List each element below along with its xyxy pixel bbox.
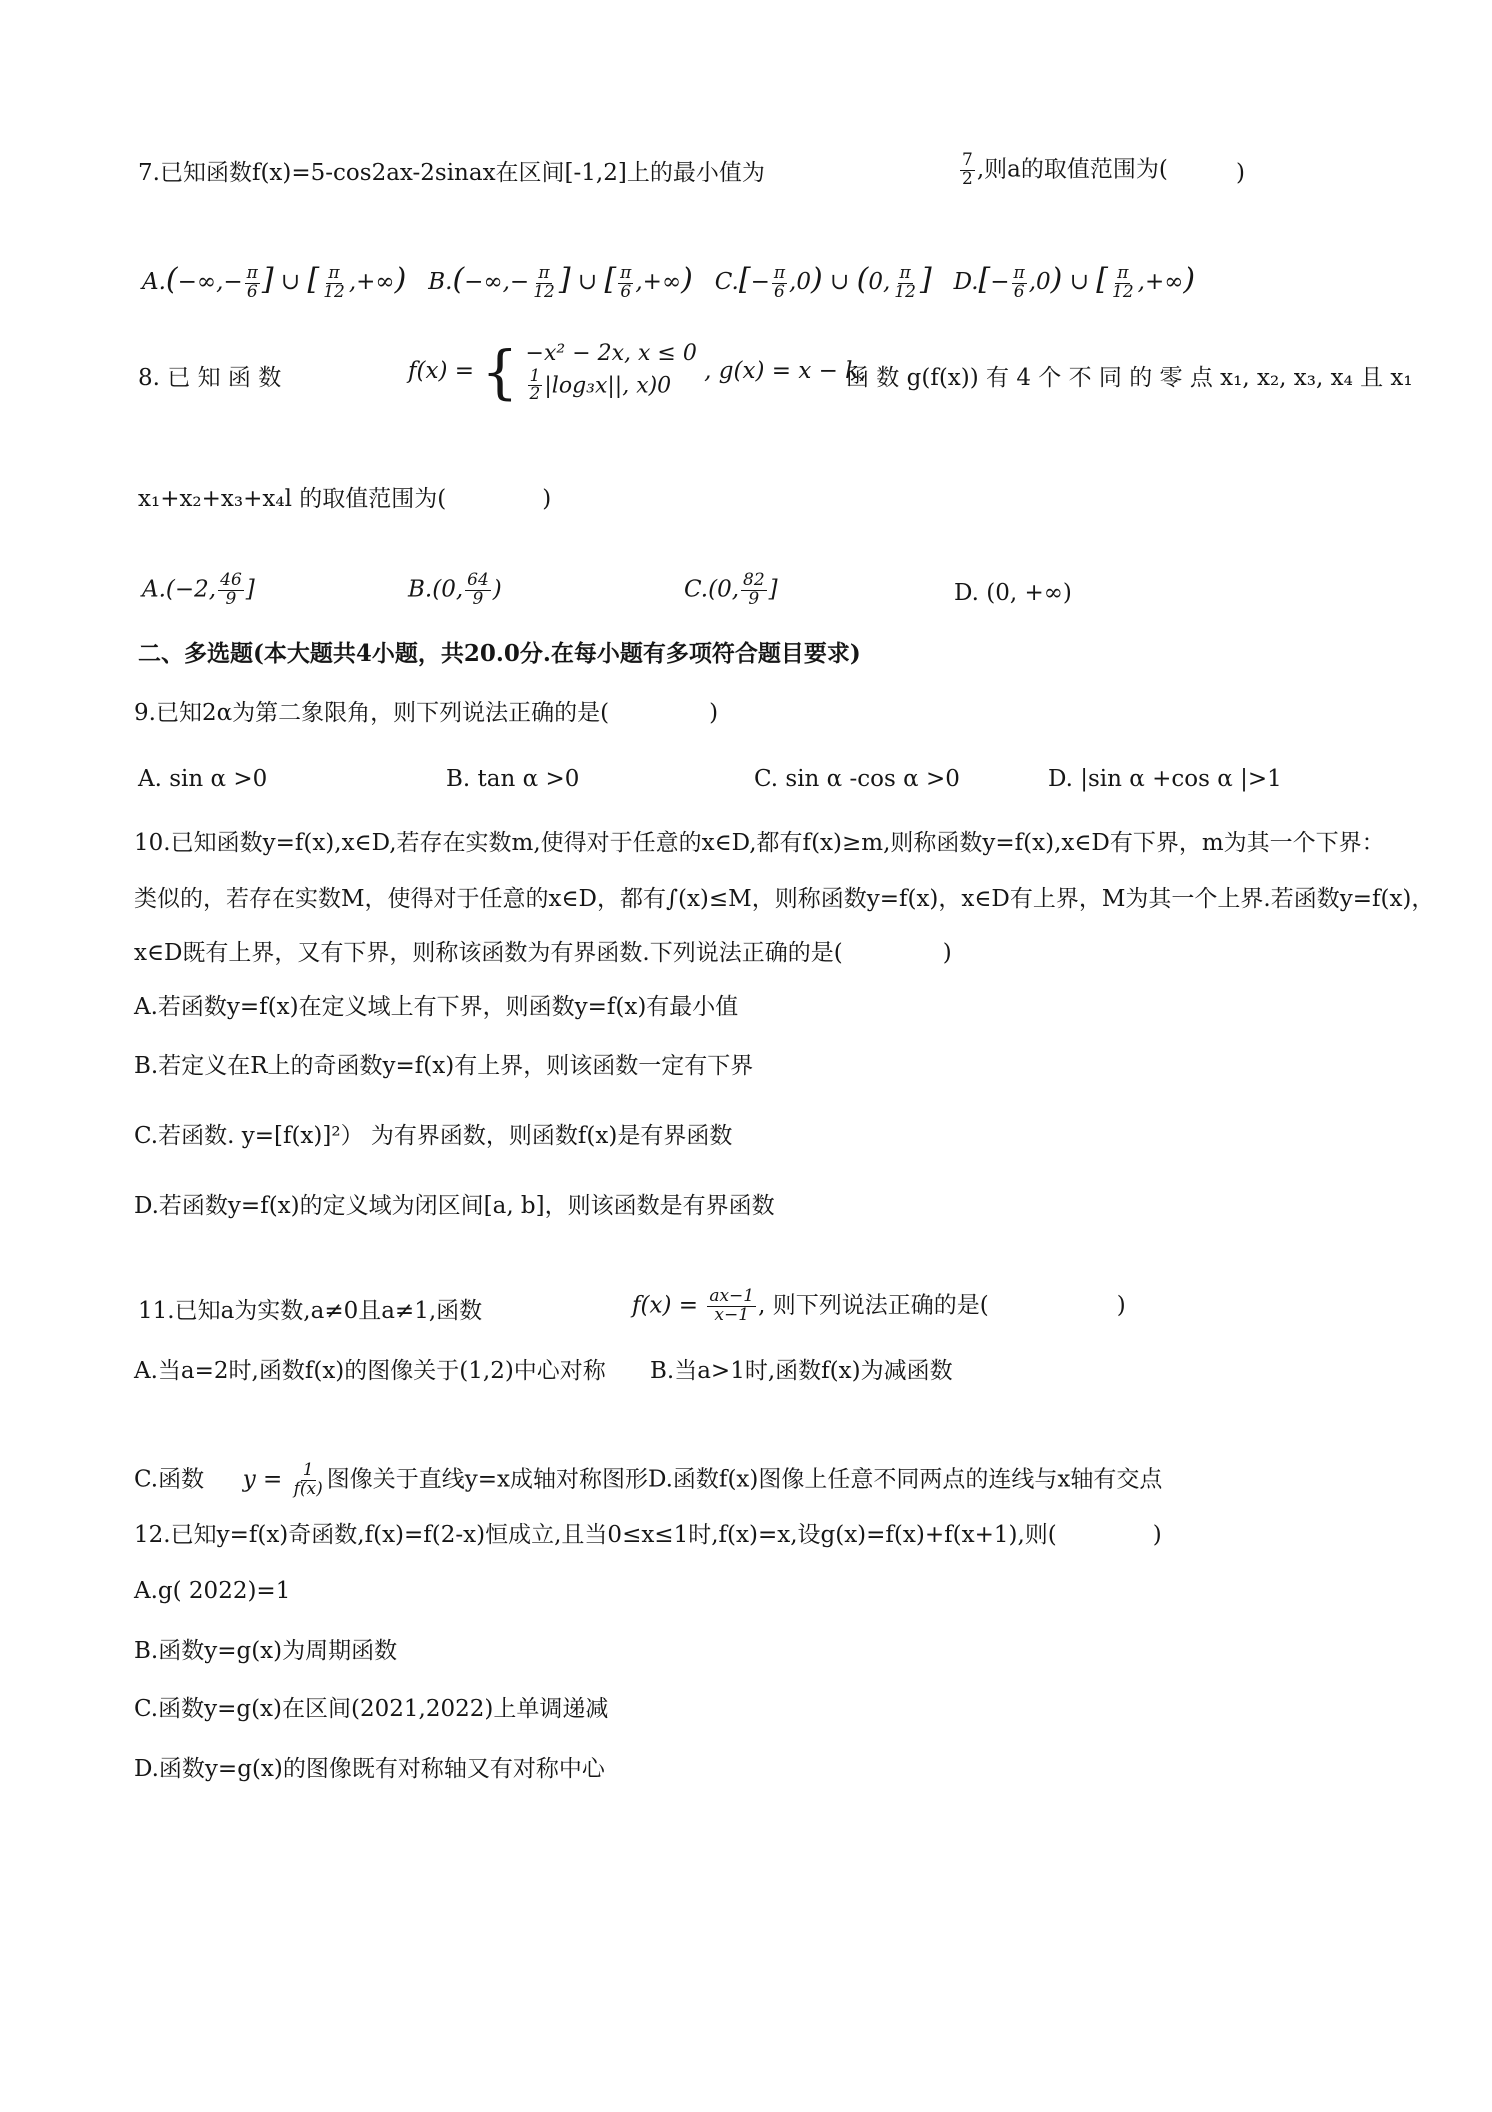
q9-option-c: C. sin α -cos α >0: [754, 766, 960, 792]
q12-option-c: C.函数y=g(x)在区间(2021,2022)上单调递减: [134, 1696, 609, 1722]
q8-option-a: A.(−2, $\frac{46}{9}$ ]: [142, 570, 255, 609]
q8-piecewise: f(x) = { −x² − 2x, x ≤ 0 $\frac{1}{2}$ |log₃x||, x)0 , g(x) = x − k,: [408, 338, 867, 407]
q8-option-d: D. (0, +∞): [954, 580, 1072, 606]
q7-options: [142, 262, 1195, 301]
q11-function: f(x) = $\frac{ax-1}{x-1}$ , 则下列说法正确的是( ): [632, 1286, 1126, 1325]
q7-option-d: D.[− $\frac{\pi}{6}$ ,0) ∪ [ $\frac{\pi}{12}$ ,+∞): [953, 262, 1196, 302]
brace-icon: {: [481, 338, 519, 407]
q7-option-b: B.(−∞,− $\frac{\pi}{12}$ ] ∪ [ $\frac{\pi}{6}$ ,+∞): [428, 262, 693, 302]
q11-stem: 11.已知a为实数,a≠0且a≠1,函数: [138, 1298, 483, 1324]
q8-rest: 函 数 g(f(x)) 有 4 个 不 同 的 零 点 x₁, x₂, x₃, x₄ 且 x₁: [846, 365, 1413, 391]
q7-min-value: $\frac{7}{2}$ ,则a的取值范围为(: [962, 150, 1168, 189]
q11-option-b: B.当a>1时,函数f(x)为减函数: [650, 1358, 953, 1384]
q7-stem: 7.已知函数f(x)=5-cos2ax-2sinax在区间[-1,2]上的最小值为: [138, 160, 765, 186]
q10-option-d: D.若函数y=f(x)的定义域为闭区间[a, b]，则该函数是有界函数: [134, 1193, 775, 1219]
q11-option-c: C.函数 y = $\frac{1}{f(x)}$ 图像关于直线y=x成轴对称图形D.函数f(x)图像上任意不同两点的连线与x轴有交点: [134, 1460, 1163, 1499]
q8-lead: 8. 已 知 函 数: [138, 365, 282, 391]
q8-line2: x₁+x₂+x₃+x₄l 的取值范围为( ): [138, 486, 552, 512]
q11-option-a: A.当a=2时,函数f(x)的图像关于(1,2)中心对称: [134, 1358, 606, 1384]
q7-option-c: C.[− $\frac{\pi}{6}$ ,0) ∪ (0, $\frac{\pi}{12}$ ]: [714, 262, 932, 302]
q12-option-a: A.g( 2022)=1: [134, 1578, 291, 1604]
section-heading: 二、多选题(本大题共4小题，共20.0分.在每小题有多项符合题目要求): [138, 640, 861, 667]
q9-option-a: A. sin α >0: [138, 766, 268, 792]
q10-option-a: A.若函数y=f(x)在定义域上有下界，则函数y=f(x)有最小值: [134, 994, 739, 1020]
q12-stem: 12.已知y=f(x)奇函数,f(x)=f(2-x)恒成立,且当0≤x≤1时,f(x)=x,设g(x)=f(x)+f(x+1),则( ): [134, 1522, 1162, 1548]
q10-option-c: C.若函数. y=[f(x)]²） 为有界函数，则函数f(x)是有界函数: [134, 1123, 733, 1149]
q10-line1: 10.已知函数y=f(x),x∈D,若存在实数m,使得对于任意的x∈D,都有f(x)≥m,则称函数y=f(x),x∈D有下界，m为其一个下界：: [134, 830, 1385, 856]
q7-close-paren: ): [1236, 160, 1245, 186]
q7-option-a: A.(−∞,− $\frac{\pi}{6}$ ] ∪ [ $\frac{\pi}{12}$ ,+∞): [142, 262, 407, 302]
q12-option-d: D.函数y=g(x)的图像既有对称轴又有对称中心: [134, 1756, 605, 1782]
q10-line3: x∈D既有上界，又有下界，则称该函数为有界函数.下列说法正确的是( ): [134, 940, 952, 966]
q9-option-d: D. |sin α +cos α |>1: [1048, 766, 1282, 792]
q9-stem: 9.已知2α为第二象限角，则下列说法正确的是( ): [134, 700, 719, 726]
q8-option-c: C.(0, $\frac{82}{9}$ ]: [684, 570, 778, 609]
q9-option-b: B. tan α >0: [446, 766, 580, 792]
q8-option-b: B.(0, $\frac{64}{9}$ ): [408, 570, 502, 609]
q12-option-b: B.函数y=g(x)为周期函数: [134, 1638, 398, 1664]
q10-line2: 类似的，若存在实数M，使得对于任意的x∈D，都有∫(x)≤M，则称函数y=f(x)，x∈D有上界，M为其一个上界.若函数y=f(x)，: [134, 886, 1435, 912]
q10-option-b: B.若定义在R上的奇函数y=f(x)有上界，则该函数一定有下界: [134, 1053, 754, 1079]
